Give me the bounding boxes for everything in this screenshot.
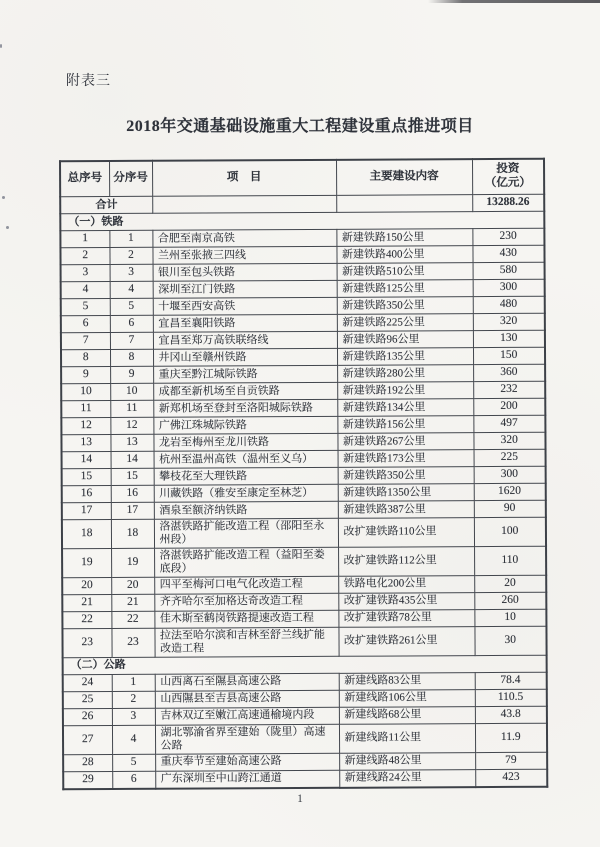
cell-project: 新郑机场至登封至洛阳城际铁路 — [153, 399, 337, 417]
cell-content: 改扩建铁路112公里 — [338, 547, 474, 577]
cell-sub-no: 8 — [110, 349, 153, 366]
cell-project: 攀枝花至大理铁路 — [154, 467, 338, 485]
cell-content: 新建线路68公里 — [339, 706, 475, 724]
cell-content: 新建铁路400公里 — [336, 246, 472, 264]
cell-investment: 79 — [475, 752, 547, 769]
cell-total-no: 4 — [61, 282, 110, 299]
cell-sub-no: 21 — [111, 594, 154, 611]
cell-investment: 423 — [475, 769, 547, 787]
cell-project: 合肥至南京高铁 — [152, 229, 336, 247]
table-row — [62, 546, 546, 577]
cell-investment: 110.5 — [475, 689, 547, 706]
scan-speck — [6, 226, 9, 229]
cell-investment: 30 — [474, 626, 546, 655]
cell-investment: 320 — [473, 313, 545, 330]
col-header-project: 项 目 — [152, 160, 336, 196]
cell-total-no: 10 — [61, 384, 110, 401]
cell-project: 杭州至温州高铁（温州至义乌） — [154, 450, 338, 468]
cell-total-no: 12 — [61, 418, 110, 435]
cell-content: 新建铁路267公里 — [337, 433, 473, 451]
table-header-row — [60, 159, 544, 197]
cell-investment: 230 — [472, 228, 544, 245]
cell-total-no: 25 — [63, 691, 112, 708]
cell-sub-no: 6 — [112, 771, 155, 789]
cell-investment: 1620 — [474, 483, 546, 500]
cell-total-no: 19 — [62, 548, 111, 577]
cell-content: 新建铁路510公里 — [337, 263, 473, 281]
scan-speck — [2, 196, 5, 199]
cell-content: 改扩建铁路435公里 — [338, 592, 474, 610]
cell-total-no: 26 — [63, 708, 112, 725]
cell-investment: 78.4 — [475, 672, 547, 689]
cell-project: 深圳至江门铁路 — [153, 280, 337, 298]
cell-project: 重庆奉节至建始高速公路 — [155, 753, 339, 771]
cell-content: 铁路电化200公里 — [338, 575, 474, 593]
cell-total-no: 2 — [60, 248, 109, 265]
cell-project: 十堰至西安高铁 — [153, 297, 337, 315]
cell-total-no: 5 — [61, 299, 110, 316]
cell-sub-no: 6 — [110, 315, 153, 332]
cell-sub-no: 18 — [111, 519, 154, 548]
cell-investment: 580 — [473, 262, 545, 279]
scan-speck — [0, 44, 2, 48]
cell-sub-no: 11 — [110, 400, 153, 417]
col-header-investment — [472, 159, 544, 195]
cell-investment: 130 — [473, 330, 545, 347]
cell-project: 龙岩至梅州至龙川铁路 — [153, 433, 337, 451]
cell-project: 川藏铁路（雅安至康定至林芝） — [154, 484, 338, 502]
cell-total-no: 20 — [62, 577, 111, 594]
cell-project: 宜昌至郑万高铁联络线 — [153, 331, 337, 349]
cell-project: 山西隰县至吉县高速公路 — [155, 690, 339, 708]
cell-investment: 150 — [473, 347, 545, 364]
table-row — [63, 723, 547, 754]
section-title: （一）铁路 — [60, 211, 544, 231]
cell-investment: 10 — [474, 609, 546, 626]
total-label: 合计 — [60, 196, 152, 213]
cell-content: 新建铁路280公里 — [337, 365, 473, 383]
cell-content: 新建铁路135公里 — [337, 348, 473, 366]
cell-total-no: 9 — [61, 367, 110, 384]
cell-sub-no: 9 — [110, 366, 153, 383]
cell-investment: 497 — [473, 415, 545, 432]
cell-total-no: 22 — [62, 611, 111, 628]
col-header-investment-line1: 投资 — [496, 163, 520, 176]
cell-project: 拉法至哈尔滨和吉林至舒兰线扩能改造工程 — [154, 627, 338, 657]
col-header-content: 主要建设内容 — [336, 159, 472, 195]
cell-total-no: 21 — [62, 594, 111, 611]
cell-sub-no: 16 — [111, 485, 154, 502]
cell-content: 改扩建铁路110公里 — [338, 518, 474, 548]
cell-sub-no: 23 — [111, 628, 154, 657]
cell-investment: 20 — [474, 575, 546, 592]
cell-content: 新建铁路192公里 — [337, 382, 473, 400]
cell-sub-no: 15 — [111, 468, 154, 485]
cell-project: 吉林双辽至嫩江高速通榆境内段 — [155, 707, 339, 725]
cell-sub-no: 19 — [111, 548, 154, 577]
cell-content: 新建铁路173公里 — [338, 450, 474, 468]
cell-total-no: 27 — [63, 725, 112, 754]
cell-total-no: 28 — [63, 754, 112, 771]
scan-edge-artifact — [428, 0, 600, 3]
cell-investment: 260 — [474, 592, 546, 609]
cell-sub-no: 2 — [112, 691, 155, 708]
total-content-cell-empty — [336, 195, 472, 213]
cell-project: 洛湛铁路扩能改造工程（邵阳至永州段） — [154, 518, 338, 548]
cell-total-no: 3 — [61, 265, 110, 282]
cell-project: 井冈山至赣州铁路 — [153, 348, 337, 366]
cell-project: 山西离石至隰县高速公路 — [155, 673, 339, 691]
cell-content: 新建线路48公里 — [339, 752, 475, 770]
cell-sub-no: 3 — [112, 708, 155, 725]
cell-content: 新建铁路225公里 — [337, 314, 473, 332]
cell-investment: 300 — [474, 466, 546, 483]
cell-total-no: 17 — [62, 503, 111, 520]
cell-content: 新建铁路1350公里 — [338, 484, 474, 502]
cell-sub-no: 4 — [110, 281, 153, 298]
cell-sub-no: 20 — [111, 577, 154, 594]
cell-project: 四平至梅河口电气化改造工程 — [154, 576, 338, 594]
document-title: 2018年交通基础设施重大工程建设重点推进项目 — [126, 118, 474, 135]
cell-sub-no: 12 — [110, 417, 153, 434]
projects-table-wrap — [59, 158, 548, 790]
col-header-total-no: 总序号 — [60, 161, 109, 197]
cell-content: 新建铁路350公里 — [338, 467, 474, 485]
cell-total-no: 15 — [62, 469, 111, 486]
cell-content: 新建线路83公里 — [339, 672, 475, 690]
projects-table — [59, 158, 548, 790]
cell-total-no: 8 — [61, 350, 110, 367]
table-row — [63, 769, 547, 789]
col-header-sub-no: 分序号 — [109, 161, 152, 197]
cell-total-no: 6 — [61, 316, 110, 333]
cell-content: 新建铁路150公里 — [336, 229, 472, 247]
cell-total-no: 23 — [62, 628, 111, 657]
cell-total-no: 7 — [61, 333, 110, 350]
cell-project: 佳木斯至鹤岗铁路提速改造工程 — [154, 610, 338, 628]
cell-total-no: 14 — [62, 452, 111, 469]
cell-investment: 300 — [473, 279, 545, 296]
cell-sub-no: 17 — [111, 502, 154, 519]
cell-sub-no: 5 — [112, 754, 155, 771]
cell-investment: 430 — [472, 245, 544, 262]
cell-total-no: 1 — [60, 231, 109, 248]
appendix-label: 附表三 — [66, 74, 111, 89]
cell-project: 成都至新机场至自贡铁路 — [153, 382, 337, 400]
cell-content: 新建线路24公里 — [339, 769, 475, 787]
cell-investment: 100 — [474, 517, 546, 546]
table-row — [62, 517, 546, 548]
cell-sub-no: 3 — [110, 264, 153, 281]
page-number: 1 — [297, 793, 303, 805]
cell-project: 宜昌至襄阳铁路 — [153, 314, 337, 332]
cell-investment: 360 — [473, 364, 545, 381]
cell-content: 新建铁路156公里 — [337, 416, 473, 434]
cell-content: 新建铁路134公里 — [337, 399, 473, 417]
cell-investment: 232 — [473, 381, 545, 398]
cell-investment: 480 — [473, 296, 545, 313]
table-row — [62, 626, 546, 657]
cell-sub-no: 10 — [110, 383, 153, 400]
cell-sub-no: 7 — [110, 332, 153, 349]
cell-sub-no: 4 — [112, 725, 155, 754]
cell-investment: 200 — [473, 398, 545, 415]
cell-investment: 43.8 — [475, 706, 547, 723]
cell-sub-no: 14 — [111, 451, 154, 468]
cell-total-no: 16 — [62, 486, 111, 503]
cell-investment: 225 — [474, 449, 546, 466]
cell-investment: 90 — [474, 500, 546, 517]
cell-sub-no: 22 — [111, 611, 154, 628]
cell-sub-no: 13 — [110, 434, 153, 451]
cell-content: 新建线路11公里 — [339, 723, 475, 753]
table-body — [60, 211, 547, 789]
cell-project: 齐齐哈尔至加格达奇改造工程 — [154, 593, 338, 611]
cell-investment: 110 — [474, 546, 546, 575]
col-header-investment-line2: （亿元） — [484, 176, 531, 190]
cell-project: 洛湛铁路扩能改造工程（益阳至娄底段） — [154, 547, 338, 577]
section-title: （二）公路 — [63, 655, 547, 675]
cell-content: 新建铁路125公里 — [337, 280, 473, 298]
cell-total-no: 11 — [61, 401, 110, 418]
cell-project: 重庆至黔江城际铁路 — [153, 365, 337, 383]
cell-project: 兰州至张掖三四线 — [152, 246, 336, 264]
cell-project: 银川至包头铁路 — [153, 263, 337, 281]
cell-total-no: 24 — [63, 674, 112, 691]
cell-total-no: 13 — [61, 435, 110, 452]
cell-content: 新建铁路350公里 — [337, 297, 473, 315]
cell-total-no: 29 — [63, 771, 112, 789]
cell-investment: 11.9 — [475, 723, 547, 752]
cell-project: 酒泉至额济纳铁路 — [154, 501, 338, 519]
cell-project: 湖北鄂渝省界至建始（陇里）高速公路 — [155, 724, 339, 754]
cell-content: 新建铁路387公里 — [338, 501, 474, 519]
cell-sub-no: 5 — [110, 298, 153, 315]
cell-content: 新建铁路96公里 — [337, 331, 473, 349]
total-investment-value: 13288.26 — [472, 194, 544, 211]
total-project-cell-empty — [152, 195, 336, 213]
cell-content: 新建线路106公里 — [339, 689, 475, 707]
cell-sub-no: 1 — [112, 674, 155, 691]
cell-project: 广佛江珠城际铁路 — [153, 416, 337, 434]
cell-project: 广东深圳至中山跨江通道 — [155, 770, 339, 788]
cell-investment: 320 — [473, 432, 545, 449]
cell-total-no: 18 — [62, 520, 111, 549]
cell-content: 改扩建铁路261公里 — [338, 626, 474, 656]
cell-content: 改扩建铁路78公里 — [338, 609, 474, 627]
cell-sub-no: 2 — [109, 247, 152, 264]
cell-sub-no: 1 — [109, 230, 152, 247]
